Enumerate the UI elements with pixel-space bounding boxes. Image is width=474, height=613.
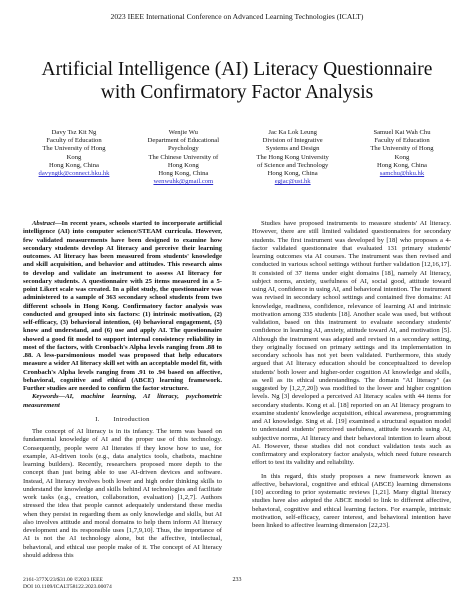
author-affiliation: Department of Educational bbox=[147, 137, 220, 145]
body-paragraph-1: Studies have proposed instruments to measure students' AI literacy. However, there are still limited validated questionnaires for secondary students. The first instrument was developed by [18] who proposes a 4-factor validated questionnaire that evaluated 131 primary students' learning outcomes via AI courses. The instrument was then revised and conducted in various school settings without further validation [12,16,17]. It consisted of 37 items under eight domains [18], namely AI literacy, subject norms, anxiety, usefulness of AI, social good, attitude toward using AI, confidence in using AI, and behavioral intention. The instrument was revised in secondary school settings and contained five domains: AI knowledge, readiness, confidence, relevance of learning AI and intrinsic motivation among 335 students [18]. Another scale was used, but without validation, based on this instrument to evaluate secondary students' confidence in learning AI, anxiety, attitude toward AI, and motivation [5]. Although the instrument was adapted and revised in a secondary setting, they originally focused on primary settings and its implementation in secondary schools has not yet been validated. Furthermore, this study argued that AI literacy education should be conceptualized to develop students' both lower and higher-order cognition AI knowledge and skills, as well as its ethical understandings. The domain "AI literacy" (as suggested by [1,2,7,20]) was modified to the lower and higher cognition levels. Ng [3] developed a perceived AI literacy scales with 44 items for secondary students. Kong et al. [18] reported on an AI literacy program to examine students' knowledge acquisition, ethical awareness, programming and AI knowledge. Sing et al. [19] examined a structural equation model to understand students' perceived usefulness, attitude towards using AI, subjective norms, AI literacy and their behavioral intention to learn about AI. However, these studies did not conduct validation tests such as confirmatory and exploratory factor analysis, which need future research effort to test its validity and reliability. bbox=[252, 220, 451, 467]
title-line-2: with Confirmatory Factor Analysis bbox=[100, 82, 374, 103]
author-email-link[interactable]: davyngtk@connect.hku.hk bbox=[38, 170, 110, 178]
abstract-text: —In recent years, schools started to incorporate artificial intelligence (AI) into computer science/STEAM curricula. However, few validated measurements have been designed to examine how secondary students develop AI literacy and perceive their learning outcomes. AI literacy has been measured from students' knowledge and skill acquisition, and behavior and attitudes. This research aims to develop and validate an instrument to assess AI literacy for secondary students. A questionnaire with 25 items measured in a 5-point Likert scale was created. In a pilot study, the questionnaire was administered to a sample of 363 secondary school students from two different schools in Hong Kong. Confirmatory factor analysis was conducted and grouped into six factors: (1) intrinsic motivation, (2) self-efficacy, (3) behavioral intention, (4) behavioral engagement, (5) know and understand, and (6) use and apply AI. The questionnaire showed a good fit model to support internal consistency reliability in most of the factors, with Cronbach's Alpha levels ranging from .88 to .88. A less-parsimonious model was proposed that help educators measure a wider AI literacy skill set with an acceptable model fit, with Cronbach's Alpha levels ranging from .91 to .94 based on affective, behavioral, cognitive and ethical (ABCE) learning framework. Further studies are needed to confirm the factor structure. bbox=[23, 220, 222, 392]
doi-line: DOI 10.1109/ICALT58122.2023.00074 bbox=[23, 584, 112, 590]
author-affiliation: The University of Hong bbox=[370, 145, 434, 153]
author-affiliation: Kong bbox=[66, 153, 82, 161]
page-number: 233 bbox=[232, 577, 242, 583]
author-3 bbox=[241, 129, 345, 186]
author-affiliation: Hong Kong, China bbox=[158, 170, 209, 178]
author-affiliation: The Chinese University of bbox=[148, 153, 219, 161]
issn-line: 2161-377X/23/$31.00 ©2023 IEEE bbox=[23, 577, 103, 583]
author-affiliation: Division of Integrative bbox=[262, 137, 323, 145]
author-affiliation: Psychology bbox=[167, 145, 199, 153]
keywords-text: —AI, machine learning, AI literacy, psychometric measurement bbox=[23, 393, 222, 409]
paper-title bbox=[20, 58, 454, 104]
author-4 bbox=[350, 129, 454, 186]
author-name: Jac Ka Lok Leung bbox=[268, 129, 317, 136]
author-affiliation: Faculty of Education bbox=[374, 137, 430, 145]
author-affiliation: Hong Kong, China bbox=[376, 161, 427, 169]
author-affiliation: The University of Hong bbox=[42, 145, 106, 153]
author-affiliation: Hong Kong, China bbox=[267, 170, 318, 178]
title-line-1: Artificial Intelligence (AI) Literacy Questionnaire bbox=[41, 59, 433, 80]
author-email-link[interactable]: wenwuhk@gmail.com bbox=[153, 178, 214, 186]
author-affiliation: of Science and Technology bbox=[256, 161, 329, 169]
keywords bbox=[23, 393, 222, 410]
author-affiliation: Systems and Design bbox=[265, 145, 320, 153]
conference-header: 2023 IEEE International Conference on Advanced Learning Technologies (ICALT) bbox=[110, 12, 364, 21]
author-2 bbox=[131, 129, 235, 186]
author-email-link[interactable]: samchu@hku.hk bbox=[379, 170, 425, 178]
right-column bbox=[252, 220, 451, 530]
keywords-label: Keywords bbox=[32, 393, 59, 401]
left-column bbox=[23, 220, 222, 560]
intro-paragraph: The concept of AI literacy is in its infancy. The term was based on fundamental knowledge of AI and the proper use of this technology. Consequently, people were AI literates if they know how to use, for example, AI-driven tools (e.g., data analytics tools, chatbots, machine learning builders). Recently, researchers proposed more depth to the concept than just being able to use AI-driven devices and software. Instead, AI literacy involves both lower and high order thinking skills to understand the knowledge and skills behind AI technologies and facilitate work tasks (e.g., creation, collaboration, evaluation) [1,2,7]. Authors stressed the idea that people cannot adequately understand these media when they persist in regarding them as only knowledge and skills, but AI also involves attitude and moral domains to help them inform AI literacy development and its responsible uses [1,7,9,10]. Thus, the importance of AI is not the AI technology alone, but the affective, intellectual, behavioral, and ethical use people make of it. The concept of AI literacy should address this bbox=[23, 428, 222, 559]
author-affiliation: Hong Kong, China bbox=[48, 161, 99, 169]
abstract-label: Abstract bbox=[32, 220, 55, 227]
abstract bbox=[23, 220, 222, 393]
author-affiliation: Hong Kong bbox=[167, 161, 199, 169]
author-name: Samuel Kai Wah Chu bbox=[373, 129, 431, 136]
section-heading-introduction: I. Introduction bbox=[95, 415, 150, 423]
author-affiliation: Kong bbox=[394, 153, 410, 161]
author-name: Wenjie Wu bbox=[168, 129, 198, 136]
author-1 bbox=[22, 129, 126, 186]
author-block bbox=[22, 129, 454, 186]
author-email-link[interactable]: egjac@ust.hk bbox=[274, 178, 311, 186]
author-affiliation: The Hong Kong University bbox=[256, 153, 329, 161]
body-paragraph-2: In this regard, this study proposes a new framework known as affective, behavioral, cognitive and ethical (ABCE) learning dimensions [10] according to prior systematic reviews [1,21]. Many digital literacy studies have also adopted the ABCE model to link to different affective, behavioral, cognitive and ethical learning factors. For example, intrinsic motivation, self-efficacy, career interest, and behavioral intention have been linked to affective learning dimension [22,23]. bbox=[252, 472, 451, 529]
author-name: Davy Tsz Kit Ng bbox=[51, 129, 97, 136]
author-affiliation: Faculty of Education bbox=[46, 137, 102, 145]
